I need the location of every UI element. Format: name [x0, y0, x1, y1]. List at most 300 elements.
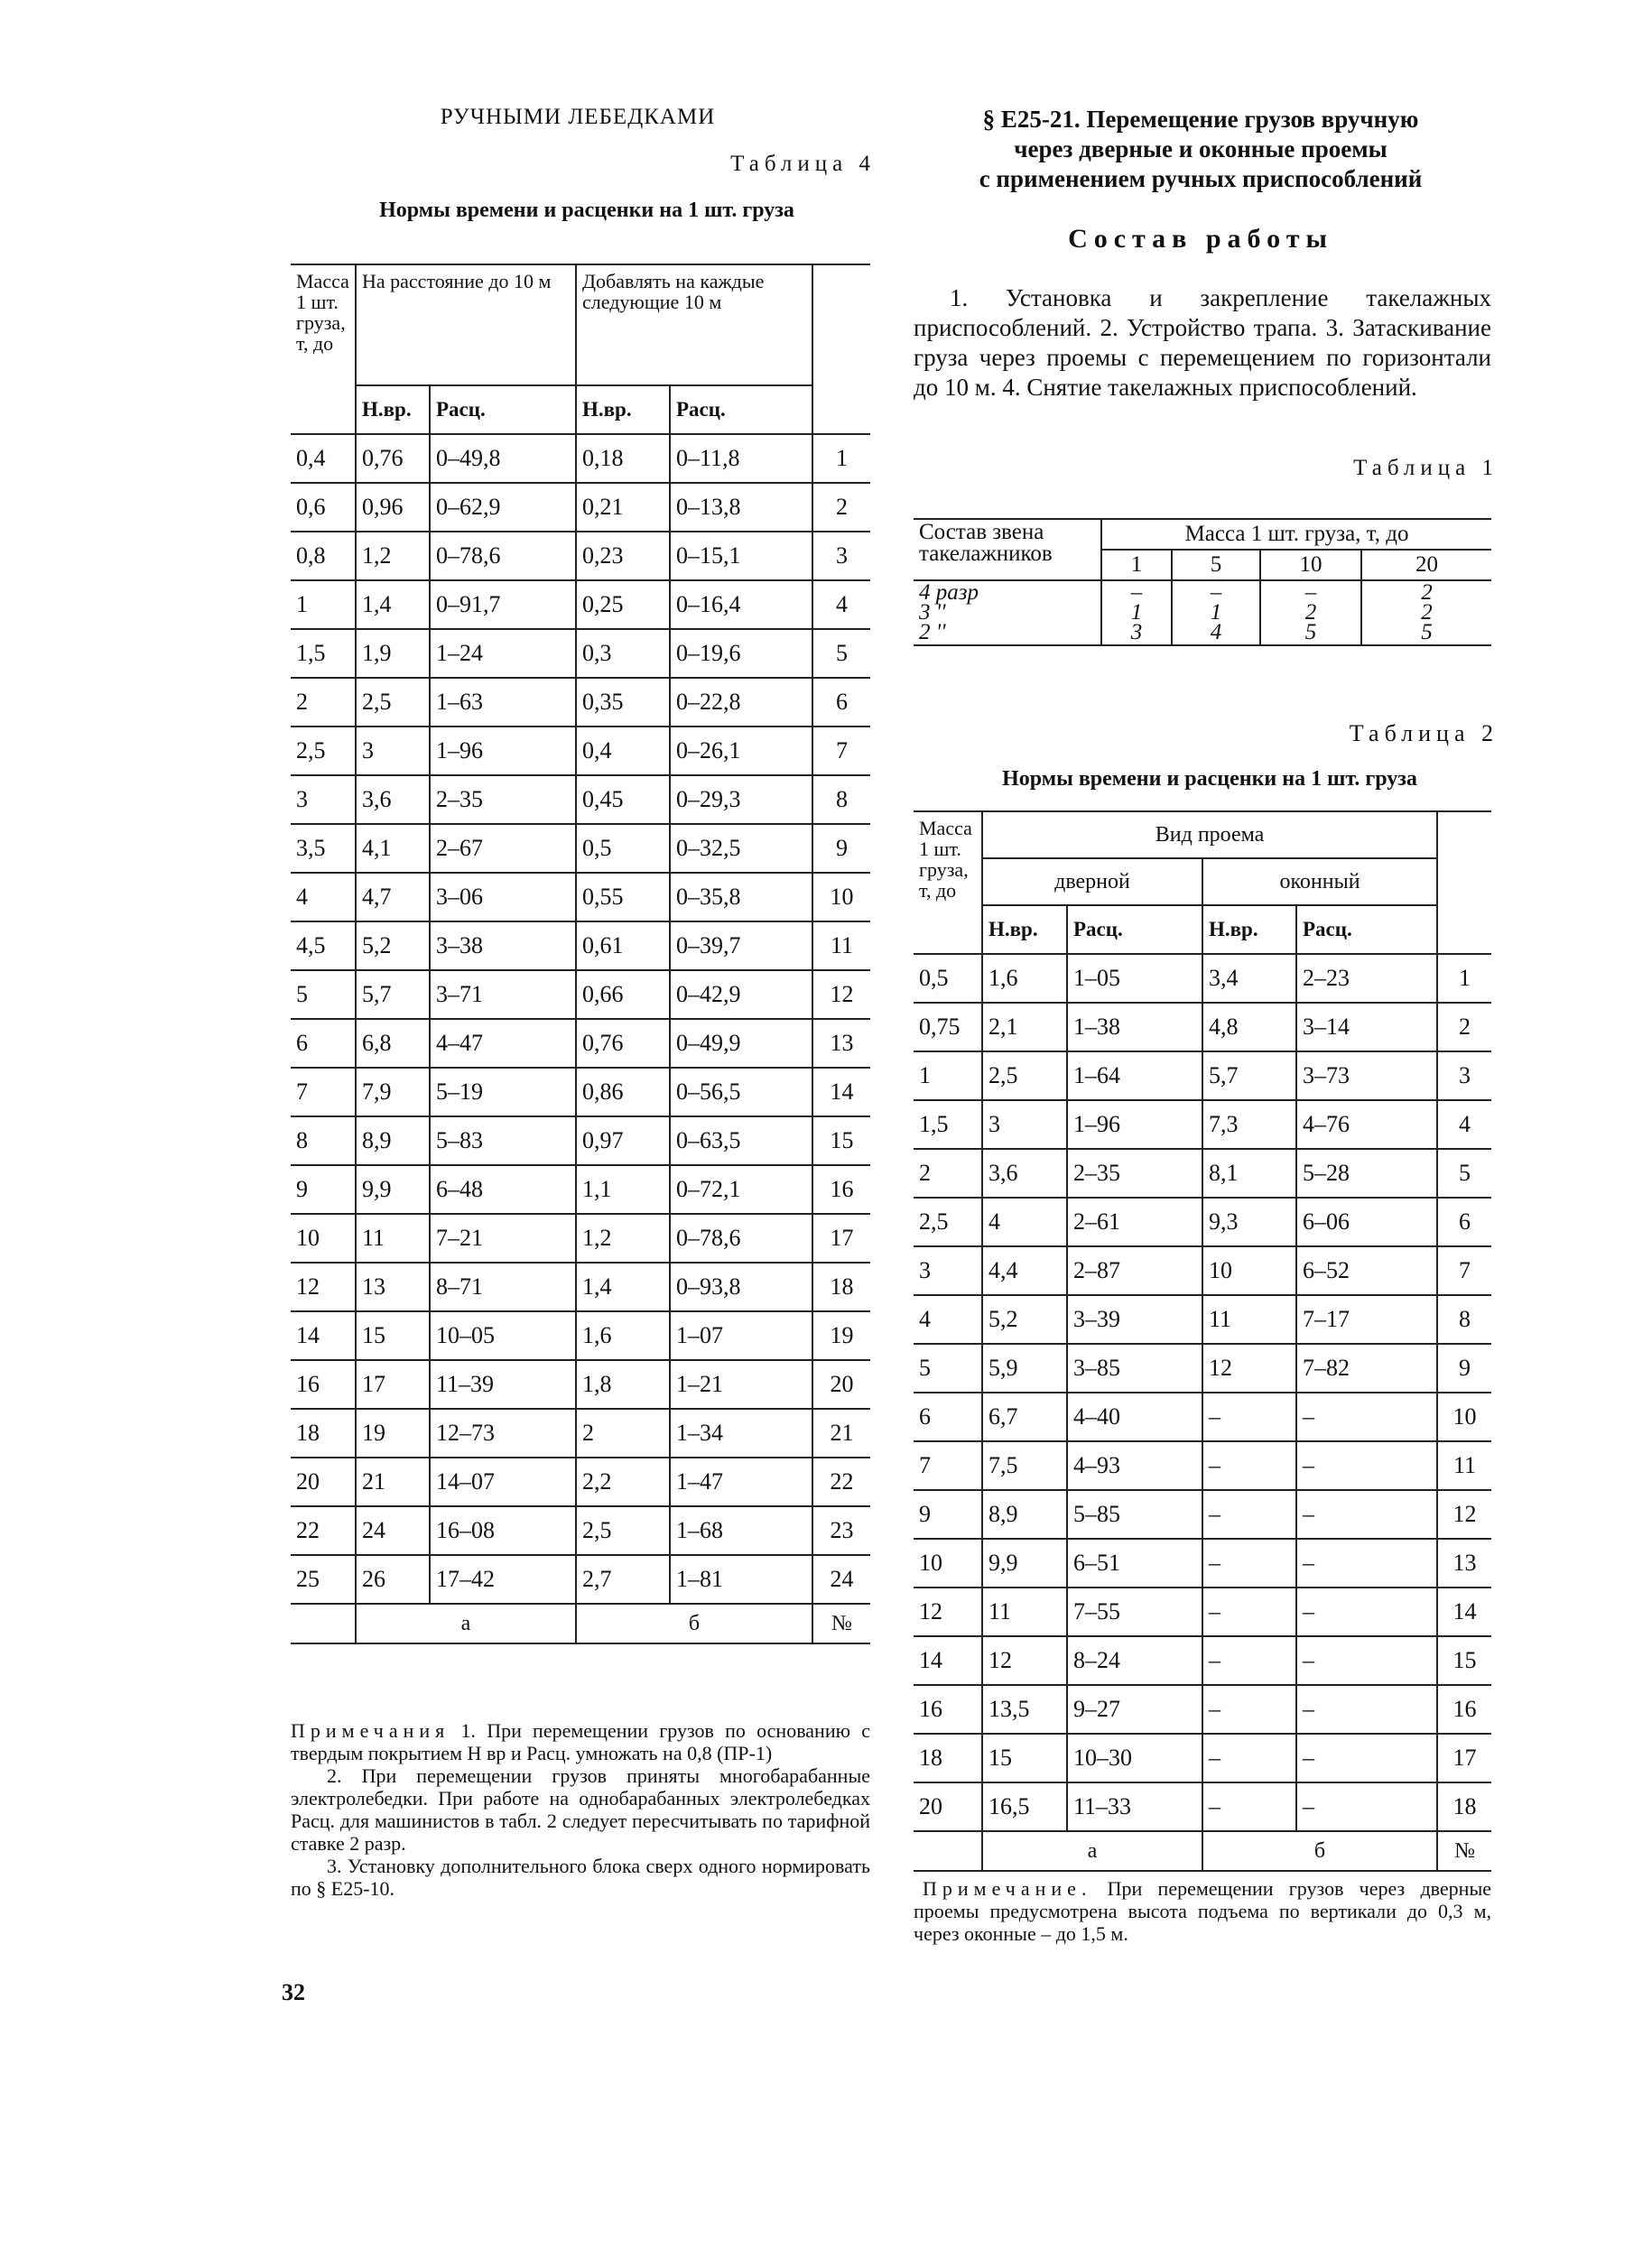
right.table2-cell: 7,5 — [982, 1441, 1067, 1490]
table2-subheader-row — [914, 905, 1491, 954]
left.table-cell: 0–15,1 — [670, 532, 812, 580]
left.table-cell: 0,8 — [291, 532, 356, 580]
table2-caption: Нормы времени и расценки на 1 шт. груза — [1002, 767, 1417, 791]
left.table-cell: 11–39 — [430, 1360, 576, 1409]
right.table2-cell: 3–73 — [1296, 1051, 1437, 1100]
left.table-cell: 26 — [356, 1555, 430, 1604]
right.table2-cell: 2,5 — [914, 1198, 982, 1246]
right.table2-cell: 2,5 — [982, 1051, 1067, 1100]
column-header-mass-2: Масса 1 шт. груза, т, до — [914, 811, 982, 954]
mass-subheader: 5 — [1172, 550, 1260, 580]
left.table-cell: 0–29,3 — [670, 775, 812, 824]
table-row — [291, 970, 870, 1019]
table-row — [914, 1588, 1491, 1636]
right.table2-cell: 4–93 — [1067, 1441, 1202, 1490]
right.table2-cell: – — [1296, 1588, 1437, 1636]
right.table2-cell: 1,6 — [982, 954, 1067, 1003]
left.table-cell: 1,4 — [576, 1263, 670, 1311]
left.table-cell: 3–38 — [430, 921, 576, 970]
left.table-cell: 1–24 — [430, 629, 576, 678]
right.table2-cell: 5 — [1437, 1149, 1491, 1198]
right.table2-cell: 2 — [914, 1149, 982, 1198]
table-row — [914, 1246, 1491, 1295]
right.table2-cell: 6,7 — [982, 1393, 1067, 1441]
right.table2-cell: – — [1202, 1685, 1296, 1734]
left.table-cell: 19 — [812, 1311, 870, 1360]
left.table-cell: 11 — [356, 1214, 430, 1263]
right.table2-cell: 5–85 — [1067, 1490, 1202, 1539]
left.table-cell: 5 — [812, 629, 870, 678]
left.table-cell: 14 — [291, 1311, 356, 1360]
subheader-rasc-b: Расц. — [670, 385, 812, 434]
right.table2-cell: – — [1202, 1636, 1296, 1685]
left.table-cell: 4 — [812, 580, 870, 629]
left.table-cell: 0,3 — [576, 629, 670, 678]
left.table-cell: 1–68 — [670, 1506, 812, 1555]
left.table-cell: 1 — [812, 434, 870, 483]
right.table2-cell: 8–24 — [1067, 1636, 1202, 1685]
left.table-cell: 20 — [291, 1458, 356, 1506]
crew-count: 5 — [1421, 620, 1433, 644]
right.table2-cell: 12 — [914, 1588, 982, 1636]
right.table2-cell: 12 — [982, 1636, 1067, 1685]
grade-3: 3 '' — [919, 600, 946, 625]
right.table2-cell: 1–05 — [1067, 954, 1202, 1003]
table-row — [291, 483, 870, 532]
left.table-cell: 2,2 — [576, 1458, 670, 1506]
crew-count: 5 — [1304, 620, 1317, 644]
left.table-cell: 0,96 — [356, 483, 430, 532]
right.table2-cell: 3,6 — [982, 1149, 1067, 1198]
right.table2-cell: 20 — [914, 1782, 982, 1831]
crew-count: 2 — [1304, 600, 1317, 625]
left.table-cell: 0–62,9 — [430, 483, 576, 532]
table-row — [914, 1149, 1491, 1198]
subheader-rasc-a: Расц. — [430, 385, 576, 434]
left.table-cell: 5,2 — [356, 921, 430, 970]
right.table2-cell: 9 — [1437, 1344, 1491, 1393]
left.table-cell: 2,5 — [576, 1506, 670, 1555]
left.table-cell: 4 — [291, 873, 356, 921]
table2-body — [914, 811, 1491, 1871]
notes-lead: Примечания — [291, 1719, 450, 1742]
right.table2-cell: 12 — [1437, 1490, 1491, 1539]
left.table-cell: 1,2 — [356, 532, 430, 580]
left.table-cell: 10 — [291, 1214, 356, 1263]
left.table-cell: 0–35,8 — [670, 873, 812, 921]
left.table-cell: 2 — [291, 678, 356, 727]
left.table-cell: 0–72,1 — [670, 1165, 812, 1214]
crew-count: 2 — [1421, 600, 1433, 625]
table-row — [914, 1393, 1491, 1441]
right.table2-cell: 5–28 — [1296, 1149, 1437, 1198]
left.table-cell: 5,7 — [356, 970, 430, 1019]
right.table2-cell: – — [1202, 1734, 1296, 1782]
note-lead: Примечание. — [923, 1877, 1092, 1900]
left.table-cell: 2,5 — [291, 727, 356, 775]
left.table-cell: 0–22,8 — [670, 678, 812, 727]
right.table2-cell: 9,9 — [982, 1539, 1067, 1588]
right.table2-cell: 7 — [914, 1441, 982, 1490]
table2-header-row — [914, 811, 1491, 858]
left.table-cell: 10 — [812, 873, 870, 921]
table-row — [291, 1409, 870, 1458]
table-row — [914, 1051, 1491, 1100]
right.table2-cell: 2–87 — [1067, 1246, 1202, 1295]
table-row — [914, 1782, 1491, 1831]
left.table-cell: 6–48 — [430, 1165, 576, 1214]
right.table2-cell: 3,4 — [1202, 954, 1296, 1003]
right.table2-cell: 0,75 — [914, 1003, 982, 1051]
crew-count-column — [1361, 580, 1491, 645]
subheader-nvr-a: Н.вр. — [356, 385, 430, 434]
section-header: РУЧНЫМИ ЛЕБЕДКАМИ — [440, 105, 716, 129]
left.table-cell: 1,5 — [291, 629, 356, 678]
left.table-cell: 3 — [812, 532, 870, 580]
left.table-cell: 5 — [291, 970, 356, 1019]
left.table-cell: 12 — [812, 970, 870, 1019]
left.table-cell: 0,97 — [576, 1116, 670, 1165]
right.table2-cell: 5 — [914, 1344, 982, 1393]
left.table-cell: 0–39,7 — [670, 921, 812, 970]
left.table-cell: 1–63 — [430, 678, 576, 727]
crew-count: 2 — [1421, 580, 1433, 605]
table-caption: Нормы времени и расценки на 1 шт. груза — [379, 199, 794, 222]
title-line-3: с применением ручных приспособлений — [979, 165, 1423, 192]
right.table2-cell: 4 — [914, 1295, 982, 1344]
left.table-cell: 0,25 — [576, 580, 670, 629]
crew-count: – — [1304, 580, 1317, 605]
column-header-mass: Масса 1 шт. груза, т, до — [291, 264, 356, 434]
right.table2-cell: 8,1 — [1202, 1149, 1296, 1198]
left.table-cell: 15 — [356, 1311, 430, 1360]
table1-body-row — [914, 580, 1491, 645]
crew-count: 4 — [1210, 620, 1222, 644]
left.table-cell: 0,76 — [576, 1019, 670, 1068]
crew-count: 1 — [1210, 600, 1222, 625]
left.table-cell: 13 — [812, 1019, 870, 1068]
left.table-cell: 0–93,8 — [670, 1263, 812, 1311]
left.table-cell: 0–42,9 — [670, 970, 812, 1019]
grade-4: 4 разр — [919, 580, 979, 605]
right.table2-cell: – — [1296, 1490, 1437, 1539]
right.table2-cell: – — [1296, 1539, 1437, 1588]
subheader-nvr-b: Н.вр. — [576, 385, 670, 434]
left.table-cell: 17 — [812, 1214, 870, 1263]
left.table-cell: 18 — [812, 1263, 870, 1311]
footer-cell: а — [356, 1604, 576, 1643]
table-row — [914, 1344, 1491, 1393]
left.table-cell: 0,4 — [576, 727, 670, 775]
right.table2-cell: – — [1202, 1539, 1296, 1588]
left.table-cell: 8 — [291, 1116, 356, 1165]
left.table-cell: 3–06 — [430, 873, 576, 921]
table-row — [291, 629, 870, 678]
left.table-cell: 0–32,5 — [670, 824, 812, 873]
mass-subheader: 1 — [1101, 550, 1172, 580]
subheader2-nvr-b: Н.вр. — [1202, 905, 1296, 954]
right.table2-cell: 1–38 — [1067, 1003, 1202, 1051]
left.table-cell: 18 — [291, 1409, 356, 1458]
title-line-1: § Е25-21. Перемещение грузов вручную — [982, 106, 1419, 133]
left.table-cell: 0,6 — [291, 483, 356, 532]
right.table2-cell: 2–35 — [1067, 1149, 1202, 1198]
left.table-cell: 0,61 — [576, 921, 670, 970]
footer-cell — [914, 1831, 982, 1871]
table-row — [291, 1116, 870, 1165]
left.table-cell: 22 — [812, 1458, 870, 1506]
right.table2-cell: 13 — [1437, 1539, 1491, 1588]
right.table2-cell: 7 — [1437, 1246, 1491, 1295]
table1-label: Таблица 1 — [1353, 456, 1499, 480]
left.table-cell: 0–49,8 — [430, 434, 576, 483]
left.table-cell: 0–78,6 — [430, 532, 576, 580]
left.table-cell: 0,4 — [291, 434, 356, 483]
table-row — [914, 1636, 1491, 1685]
left.table-cell: 3,6 — [356, 775, 430, 824]
right.table2-cell: 6–06 — [1296, 1198, 1437, 1246]
right.table2-cell: 18 — [914, 1734, 982, 1782]
left.table-cell: 23 — [812, 1506, 870, 1555]
left.table-cell: 2,5 — [356, 678, 430, 727]
right.table2-cell: – — [1202, 1441, 1296, 1490]
right.table2-cell: 11 — [1437, 1441, 1491, 1490]
left.table-cell: 11 — [812, 921, 870, 970]
right.table2-cell: 9–27 — [1067, 1685, 1202, 1734]
left.table-cell: 1,9 — [356, 629, 430, 678]
left.table-cell: 0–16,4 — [670, 580, 812, 629]
window-header: оконный — [1202, 858, 1437, 905]
right.table2-cell: 5,7 — [1202, 1051, 1296, 1100]
left.table-cell: 8–71 — [430, 1263, 576, 1311]
crew-header: Состав звена такелажников — [914, 519, 1101, 580]
right.table2-cell: 1 — [914, 1051, 982, 1100]
left.table-cell: 1,4 — [356, 580, 430, 629]
right.table2-cell: – — [1296, 1782, 1437, 1831]
right.table2-cell: 3 — [1437, 1051, 1491, 1100]
table-body — [291, 264, 870, 1643]
section-title — [903, 105, 1499, 194]
right.table2-cell: 6–51 — [1067, 1539, 1202, 1588]
table2-note — [914, 1877, 1491, 1945]
left.table-cell: 2 — [812, 483, 870, 532]
right.table2-cell: 1–64 — [1067, 1051, 1202, 1100]
left.table-cell: 3,5 — [291, 824, 356, 873]
left.table-cell: 1,1 — [576, 1165, 670, 1214]
left.table-cell: 0,86 — [576, 1068, 670, 1116]
left.table-cell: 1,6 — [576, 1311, 670, 1360]
right.table2-cell: 5,9 — [982, 1344, 1067, 1393]
table-header-row — [291, 264, 870, 385]
right.table2-cell: 2 — [1437, 1003, 1491, 1051]
table-row — [291, 1311, 870, 1360]
right.table2-cell: 4 — [982, 1198, 1067, 1246]
left.table-cell: 1–34 — [670, 1409, 812, 1458]
left.table-cell: 9,9 — [356, 1165, 430, 1214]
footer-cell: а — [982, 1831, 1202, 1871]
left.table-cell: 4,7 — [356, 873, 430, 921]
left.table-cell: 0,5 — [576, 824, 670, 873]
left.table-cell: 0,76 — [356, 434, 430, 483]
left.table-cell: 17 — [356, 1360, 430, 1409]
table-footer-row — [291, 1604, 870, 1643]
left.table-cell: 22 — [291, 1506, 356, 1555]
grade-2: 2 '' — [919, 620, 946, 644]
table-row — [291, 1506, 870, 1555]
left.table-cell: 4–47 — [430, 1019, 576, 1068]
right.table2-cell: – — [1296, 1393, 1437, 1441]
note-2: 2. При перемещении грузов приняты многобарабанные электролебедки. При работе на однобарабанных электролебедках Расц. для машинистов в табл. 2 следует пересчитывать по тарифной ставке 2 разр. — [291, 1764, 870, 1855]
right.table2-cell: – — [1296, 1636, 1437, 1685]
left.table-cell: 5–83 — [430, 1116, 576, 1165]
table-row — [914, 1685, 1491, 1734]
subheader2-nvr-a: Н.вр. — [982, 905, 1067, 954]
right.table2-cell: 16 — [914, 1685, 982, 1734]
table-row — [291, 678, 870, 727]
left.table-cell: 16–08 — [430, 1506, 576, 1555]
left.table-cell: 2,7 — [576, 1555, 670, 1604]
right.table2-cell: 16,5 — [982, 1782, 1067, 1831]
left.table-cell: 3 — [356, 727, 430, 775]
left.table-cell: 1–07 — [670, 1311, 812, 1360]
left.table-cell: 3 — [291, 775, 356, 824]
crew-count: – — [1130, 580, 1143, 605]
right.table2-cell: 3–85 — [1067, 1344, 1202, 1393]
right.table2-cell: 7–82 — [1296, 1344, 1437, 1393]
right.table2-cell: 5,2 — [982, 1295, 1067, 1344]
left.table-cell: 1–81 — [670, 1555, 812, 1604]
right.table2-cell: 3–14 — [1296, 1003, 1437, 1051]
right.table2-cell: 9,3 — [1202, 1198, 1296, 1246]
right.table2-cell: 4–40 — [1067, 1393, 1202, 1441]
right.table2-cell: 10 — [914, 1539, 982, 1588]
left.table-cell: 21 — [356, 1458, 430, 1506]
page-number: 32 — [282, 1979, 305, 2005]
footer-cell — [291, 1604, 356, 1643]
crew-grades — [914, 580, 1101, 645]
right.table2-cell: 7,3 — [1202, 1100, 1296, 1149]
right.table2-cell: 10 — [1437, 1393, 1491, 1441]
table2-group-row — [914, 858, 1491, 905]
right.table2-cell: 15 — [1437, 1636, 1491, 1685]
right.table2-cell: 17 — [1437, 1734, 1491, 1782]
right.table2-cell: – — [1202, 1588, 1296, 1636]
table-row — [291, 1360, 870, 1409]
crew-table-1 — [914, 518, 1491, 646]
crew-count: 1 — [1130, 600, 1143, 625]
crew-count-column — [1260, 580, 1361, 645]
work-composition-text: 1. Установка и закрепление такелажных приспособлений. 2. Устройство трапа. 3. Затаскивание груза через проемы с перемещением по горизонтали до 10 м. 4. Снятие такелажных приспособлений. — [914, 284, 1491, 401]
right.table2-cell: 2–61 — [1067, 1198, 1202, 1246]
table-row — [914, 1539, 1491, 1588]
table-row — [291, 921, 870, 970]
norms-table-4 — [291, 264, 870, 1644]
table-subheader-row — [291, 385, 870, 434]
left.table-cell: 0,66 — [576, 970, 670, 1019]
crew-count: – — [1210, 580, 1222, 605]
left.table-cell: 4,1 — [356, 824, 430, 873]
right.table2-cell: 10 — [1202, 1246, 1296, 1295]
right.table2-cell: 18 — [1437, 1782, 1491, 1831]
left.table-cell: 9 — [291, 1165, 356, 1214]
left.table-cell: 19 — [356, 1409, 430, 1458]
footer-cell: № — [1437, 1831, 1491, 1871]
norms-table-2 — [914, 810, 1491, 1872]
left.table-cell: 4,5 — [291, 921, 356, 970]
left.table-cell: 0,45 — [576, 775, 670, 824]
subheader2-rasc-a: Расц. — [1067, 905, 1202, 954]
left.table-cell: 2–35 — [430, 775, 576, 824]
left.table-cell: 16 — [291, 1360, 356, 1409]
column-header-number — [812, 264, 870, 434]
right.table2-cell: 6 — [1437, 1198, 1491, 1246]
right.table2-cell: 14 — [914, 1636, 982, 1685]
crew-count-column — [1101, 580, 1172, 645]
right.table2-cell: 11 — [982, 1588, 1067, 1636]
work-composition-heading: Состав работы — [1068, 224, 1333, 254]
table-row — [914, 1295, 1491, 1344]
left.table-cell: 0–13,8 — [670, 483, 812, 532]
left.table-cell: 1,2 — [576, 1214, 670, 1263]
left.table-cell: 12 — [291, 1263, 356, 1311]
footer-cell: б — [576, 1604, 812, 1643]
note-text: При перемещении грузов через дверные проемы предусмотрена высота подъема по вертикали до 0,3 м, через оконные – до 1,5 м. — [914, 1877, 1491, 1945]
table-row — [914, 1734, 1491, 1782]
left.table-cell: 21 — [812, 1409, 870, 1458]
left.table-cell: 6 — [291, 1019, 356, 1068]
table-label: Таблица 4 — [730, 152, 876, 176]
left.table-cell: 24 — [356, 1506, 430, 1555]
left.table-cell: 1,8 — [576, 1360, 670, 1409]
table-row — [291, 1165, 870, 1214]
mass-subheader: 10 — [1260, 550, 1361, 580]
left.table-cell: 0,23 — [576, 532, 670, 580]
table-row — [291, 1458, 870, 1506]
right.table2-cell: – — [1202, 1490, 1296, 1539]
left.table-cell: 3–71 — [430, 970, 576, 1019]
right.table2-cell: 2,1 — [982, 1003, 1067, 1051]
left.table-cell: 0–26,1 — [670, 727, 812, 775]
left.table-cell: 1 — [291, 580, 356, 629]
table-row — [291, 824, 870, 873]
right.table2-cell: – — [1202, 1782, 1296, 1831]
right.table2-cell: 0,5 — [914, 954, 982, 1003]
left.table-cell: 8 — [812, 775, 870, 824]
table-row — [291, 1019, 870, 1068]
left.table-cell: 10–05 — [430, 1311, 576, 1360]
right.table2-cell: 6 — [914, 1393, 982, 1441]
left.table-cell: 0,18 — [576, 434, 670, 483]
right.table2-cell: 14 — [1437, 1588, 1491, 1636]
table-row — [914, 954, 1491, 1003]
right.table2-cell: 4,4 — [982, 1246, 1067, 1295]
column-header-number-2 — [1437, 811, 1491, 954]
left.table-cell: 0–11,8 — [670, 434, 812, 483]
right.table2-cell: 12 — [1202, 1344, 1296, 1393]
right.table2-cell: 4–76 — [1296, 1100, 1437, 1149]
note-1: 1. При перемещении грузов по основанию с твердым покрытием Н вр и Расц. умножать на 0,8 (ПР-1) — [291, 1719, 871, 1764]
left.table-cell: 7–21 — [430, 1214, 576, 1263]
left.table-cell: 9 — [812, 824, 870, 873]
right.table2-cell: 9 — [914, 1490, 982, 1539]
left.table-cell: 0–19,6 — [670, 629, 812, 678]
table-footer-row — [914, 1831, 1491, 1871]
notes-block — [291, 1719, 870, 1900]
left.table-cell: 7 — [812, 727, 870, 775]
right.table2-cell: 7–17 — [1296, 1295, 1437, 1344]
left.table-cell: 17–42 — [430, 1555, 576, 1604]
right.table2-cell: 4,8 — [1202, 1003, 1296, 1051]
